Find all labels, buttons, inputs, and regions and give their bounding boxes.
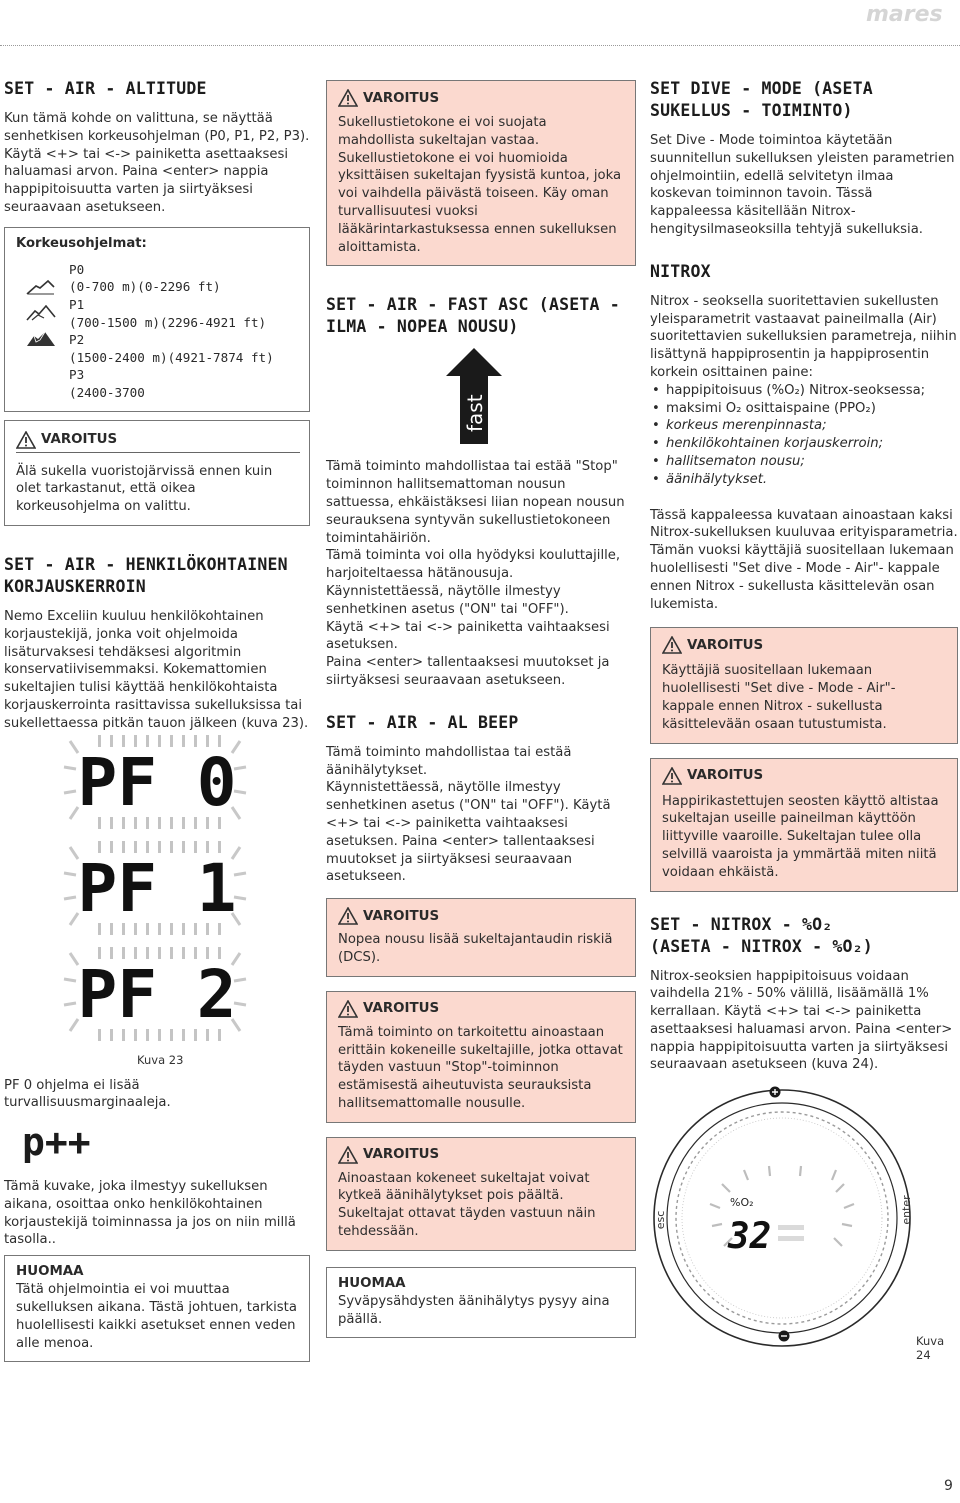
personal-factor-title: SET - AIR - HENKILÖKOHTAINEN KORJAUSKERROIN: [4, 554, 288, 596]
warning-header: [338, 1000, 626, 1018]
list-item: • äänihälytykset.: [650, 471, 958, 489]
warning-header: [662, 636, 948, 654]
program-line: (700-1500 m)(2296-4921 ft): [69, 314, 267, 330]
column-right: [650, 78, 958, 1363]
mares-logo: [862, 0, 960, 28]
warning-label: VAROITUS: [41, 432, 118, 448]
p-symbol-description: Tämä kuvake, joka ilmestyy sukelluksen aikana, osoittaa onko henkilökohtainen korjaustekijä toiminnassa ja jos on niin millä tasolla..: [4, 1179, 296, 1248]
lcd-ray: [64, 767, 76, 769]
column-left: [4, 78, 310, 1362]
warning-text: Älä sukella vuoristojärvissä ennen kuin olet tarkastanut, että oikea korkeusohjelma on valittu.: [16, 463, 273, 515]
warning-text: Ainoastaan kokeneet sukeltajat voivat kytkeä äänihälytykset pois päältä. Sukeltajat ottavat täyden vastuun näin tehdessään.: [338, 1170, 596, 1240]
nitrox-o2-title-line-1: SET - NITROX - %O₂: [650, 914, 833, 934]
warning-label: VAROITUS: [363, 908, 440, 924]
lcd-label: PF 2: [77, 955, 237, 1033]
nitrox-parameter-list: [650, 382, 958, 489]
note-text: Tätä ohjelmointia ei voi muuttaa sukelluksen aikana. Tästä johtuen, tarkista huolellisesti kaikki asetukset ennen veden alle menoa.: [16, 1282, 297, 1351]
nitrox-intro: Nitrox - seoksella suoritettavien sukellusten yleisparametrit vastaavat paineilmalla (Air) suoritettavien sukelluksien parametreja, niihin lisättynä happiprosentin ja happiprosentin korkein osittainen paine:: [650, 293, 957, 380]
lcd-panel: [64, 947, 246, 1041]
figure-23-caption: Kuva 23: [137, 1052, 184, 1067]
plus-button-icon: [770, 1087, 781, 1098]
lcd-label: PF 1: [77, 849, 237, 927]
altitude-title: SET - AIR - ALTITUDE: [4, 79, 207, 98]
warning-header: [338, 89, 626, 107]
altitude-warning: [4, 420, 310, 526]
program-line: P3: [69, 367, 85, 383]
warning-triangle-icon: [338, 907, 358, 925]
program-line: (0-700 m)(0-2296 ft): [69, 279, 221, 295]
lcd-ray: [64, 791, 76, 793]
figure-23: [4, 733, 310, 1073]
altitude-programs-title: Korkeusohjelmat:: [16, 235, 147, 251]
warning-text: Happirikastettujen seosten käyttö altistaa sukeltajan useille paineilman käyttöön liittyville vaaroille. Sukeltajan tulee olla selvillä vaaroista ja ymmärtää miten niitä voidaan ehkäistä.: [662, 793, 939, 880]
lcd-ray: [64, 897, 76, 899]
list-item: • henkilökohtainen korjauskerroin;: [650, 435, 958, 453]
list-item: • maksimi O₂ osittaispaine (PPO₂): [650, 400, 958, 418]
warning-header: [662, 767, 948, 785]
personal-factor-body: Nemo Exceliin kuuluu henkilökohtainen korjaustekijä, jonka voit ohjelmoida lisäturvaksesi tehdäksesi algoritmin konservatiivisemmaksi. Kokemattomien sukeltajien tulisi käyttää henkilökohtaista korjauskerrointa rasittavissa sukelluksissa tai sukellettaessa pitkän tauon jälkeen (kuva 23).: [4, 608, 309, 731]
warning-triangle-icon: [662, 767, 682, 785]
nitrox-read-warning: [650, 627, 958, 743]
mountain-large-icon: [26, 331, 56, 347]
figure-24-caption: Kuva 24: [916, 1334, 945, 1363]
nitrox-o2-title: [650, 914, 958, 958]
lcd-label: PF 0: [77, 743, 237, 821]
warning-label: VAROITUS: [687, 637, 764, 653]
fast-asc-title: SET - AIR - FAST ASC (ASETA - ILMA - NOPEA NOUSU): [326, 295, 620, 337]
warning-label: VAROITUS: [363, 1147, 440, 1163]
lcd-panel: [64, 841, 246, 935]
altitude-programs-list: [69, 261, 274, 402]
fast-icon-label: fast: [463, 394, 487, 433]
logo-text: mares: [866, 2, 943, 27]
warning-text: Tämä toiminto on tarkoitettu ainoastaan erittäin kokeneille sukeltajille, jotka ottavat täyden vastuun "Stop"-toiminnon estämisestä aiheutuvista seurauksista hallitsemattomalle nousulle.: [338, 1024, 623, 1111]
dive-mode-body: Set Dive - Mode toimintoa käytetään suunnitellun sukelluksen yleisten parametrien ohjelmointiin, edellä selvitetyn ilmaa koskevan toiminnon tavoin. Tässä kappaleessa käsitellään Nitrox- hengitysilmaseoksilla tehtyjä sukelluksia.: [650, 133, 955, 237]
lcd-ray: [64, 1003, 76, 1005]
program-line: (2400-3700: [69, 384, 145, 400]
altitude-icons: [16, 261, 69, 402]
note-label: HUOMAA: [16, 1264, 84, 1280]
o2-value-display: 32: [728, 1216, 772, 1258]
warning-label: VAROITUS: [363, 1001, 440, 1017]
header-divider: [0, 45, 960, 46]
esc-button-label: esc: [654, 1211, 667, 1230]
warning-header: [338, 907, 626, 925]
enter-button-label: enter: [900, 1195, 913, 1225]
note-text: Syväpysähdysten äänihälytys pysyy aina päällä.: [338, 1293, 610, 1327]
warning-text: Käyttäjiä suositellaan lukemaan huolellisesti "Set dive - Mode - Air"- kappale ennen Nitrox - sukellusta käsittelevään osaan tutustumista.: [662, 663, 896, 732]
program-line: P1: [69, 296, 85, 312]
nitrox-o2-body: Nitrox-seoksien happipitoisuus voidaan vaihdella 21% - 50% välillä, lisäämällä 1% kerrallaan. Käytä <+> tai <-> painiketta asettaaksesi haluamasi arvon. Paina <enter> nappia happipitoisuutta varten ja siirtyäksesi seuraavaan asetukseen (kuva 24).: [650, 968, 953, 1073]
warning-text: Nopea nousu lisää sukeltajantaudin riskiä (DCS).: [338, 932, 613, 965]
beep-warning: [326, 1137, 636, 1251]
program-line: P2: [69, 332, 85, 348]
warning-label: VAROITUS: [363, 90, 440, 106]
warning-label: VAROITUS: [687, 768, 764, 784]
warning-text: Sukellustietokone ei voi suojata mahdollista sukeltajan vastaa. Sukellustietokone ei voi huomioida yksittäisen sukeltajan fyysistä kuntoa, joka voi vaihdella päivästä toiseen. Käy oman turvallisuutesi vuoksi lääkärintarkastuksessa ennen sukelluksen aloittamista.: [338, 115, 622, 255]
warning-header: [16, 431, 300, 453]
fast-icon: [326, 348, 636, 446]
list-item: • hallitsematon nousu;: [650, 453, 958, 471]
nitrox-title: NITROX: [650, 261, 711, 281]
warning-triangle-icon: [338, 89, 358, 107]
program-line: (1500-2400 m)(4921-7874 ft): [69, 349, 274, 365]
fast-asc-body: Tämä toiminto mahdollistaa tai estää "Stop" toiminnon hallitsemattoman nousun sattuessa, ehkäistäksesi liian nopean nousun seurauksena syntyvän sukellustietokoneen toimintahäiriön. Tämä toiminta voi olla hyödyksi kouluttajille, harjoiteltaessa hätänousuja. Käynnistettäessä, näytölle ilmestyy senhetkinen asetus ("ON" tai "OFF"). Käytä <+> tai <-> painiketta vaihtaaksesi asetuksen. Paina <enter> tallentaaksesi muutokset ja siirtyäksesi seuraavaan asetukseen.: [326, 459, 625, 688]
altitude-programs-box: [4, 227, 310, 412]
note-label: HUOMAA: [338, 1275, 406, 1291]
nitrox-o2-title-line-2: (ASETA - NITROX - %O₂): [650, 936, 873, 956]
p-plus-symbol: p++: [22, 1120, 91, 1165]
lcd-display-figure: [4, 733, 310, 1053]
altitude-body: Kun tämä kohde on valittuna, se näyttää senhetkisen korkeusohjelman (P0, P1, P2, P3). Käytä <+> tai <-> painiketta asettaaksesi haluamasi arvon. Paina <enter> nappia happipitoisuutta varten ja siirtyäksesi seuraavaan asetukseen.: [4, 111, 310, 215]
deep-stop-note: [326, 1267, 636, 1339]
dive-mode-title: SET DIVE - MODE (ASETA SUKELLUS - TOIMINTO): [650, 79, 873, 120]
figure-24: [650, 1080, 958, 1363]
lcd-panel: [64, 735, 246, 829]
warning-triangle-icon: [338, 1000, 358, 1018]
nitrox-body-2: Tässä kappaleessa kuvataan ainoastaan kaksi Nitrox-sukelluksen kuuluvaa erityisparametria. Tämän vuoksi käyttäjiä suositellaan lukemaan huolellisesti "Set dive - Mode - Air"- kappale ennen Nitrox - sukellusta käsittelevän osan lukemista.: [650, 507, 958, 612]
dcs-warning: [326, 898, 636, 977]
al-beep-body: Tämä toiminto mahdollistaa tai estää äänihälytykset. Käynnistettäessä, näytölle ilmestyy senhetkinen asetus ("ON" tai "OFF"). Käytä <+> tai <-> painiketta vaihtaaksesi asetuksen. Paina <enter> tallentaaksesi muutokset ja siirtyäksesi seuraavaan asetukseen.: [326, 744, 611, 885]
medical-warning: [326, 80, 636, 266]
program-line: P0: [69, 261, 85, 277]
pf0-note: PF 0 ohjelma ei lisää turvallisuusmarginaaleja.: [4, 1077, 171, 1111]
list-item: • happipitoisuus (%O₂) Nitrox-seoksessa;: [650, 382, 958, 400]
personal-factor-note: [4, 1255, 310, 1362]
dive-computer-illustration: [650, 1080, 958, 1350]
warning-triangle-icon: [662, 636, 682, 654]
mountain-medium-icon: [26, 305, 56, 321]
al-beep-title: SET - AIR - AL BEEP: [326, 712, 519, 732]
nitrox-hazard-warning: [650, 758, 958, 892]
warning-triangle-icon: [16, 431, 36, 449]
o2-percent-label: %O₂: [730, 1196, 754, 1210]
lcd-ray: [64, 873, 76, 875]
lcd-ray: [64, 979, 76, 981]
mountain-small-icon: [26, 279, 56, 295]
page-number: 9: [944, 1478, 953, 1494]
minus-button-icon: [779, 1331, 790, 1342]
stop-warning: [326, 991, 636, 1123]
list-item: • korkeus merenpinnasta;: [650, 417, 958, 435]
warning-header: [338, 1146, 626, 1164]
warning-triangle-icon: [338, 1146, 358, 1164]
column-middle: [326, 80, 636, 1338]
fast-arrow-icon: [444, 348, 504, 444]
